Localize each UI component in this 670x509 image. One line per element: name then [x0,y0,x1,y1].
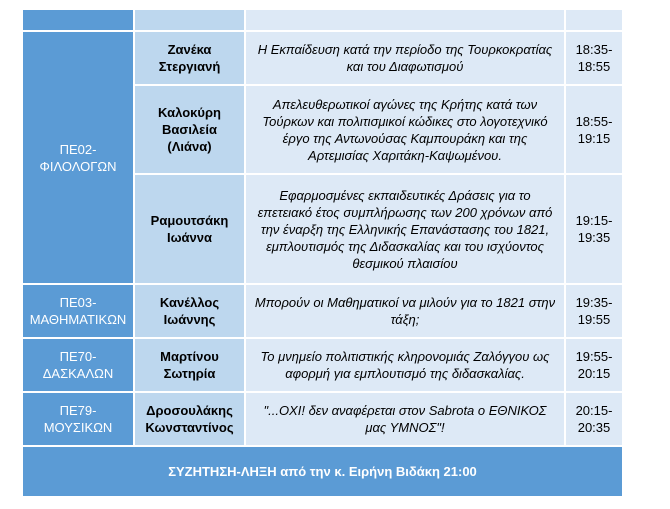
time-slot [565,85,623,174]
table-row [22,31,623,85]
time-slot [565,174,623,284]
table-row [22,9,623,31]
speaker-name-line: Ραμουτσάκη [150,213,229,228]
time-end: 20:15 [577,366,611,381]
speaker-name [134,85,245,174]
time-slot [565,284,623,338]
table-row [22,284,623,338]
speaker-name [134,174,245,284]
group-label-line: ΜΑΘΗΜΑΤΙΚΩΝ [29,312,127,327]
time-end: 20:35 [577,420,611,435]
group-cell-teachers [22,338,134,392]
speaker-name-line: Ιωάννης [163,312,216,327]
group-label-line: ΜΟΥΣΙΚΩΝ [43,420,113,435]
talk-topic: Το μνημείο πολιτιστικής κληρονομιάς Ζαλόγγου ως αφορμή για εμπλουτισμό της διδασκαλίας. [245,338,565,392]
time-start: 19:15- [575,213,613,228]
speaker-name-line: Στεργιανή [158,59,221,74]
time-end: 18:55 [577,59,611,74]
schedule-table [21,8,624,498]
group-label-line: ΦΙΛΟΛΟΓΩΝ [39,158,117,174]
speaker-name-line: Σωτηρία [163,366,216,381]
time-cell [565,9,623,31]
group-cell [22,9,134,31]
group-label-line: ΔΑΣΚΑΛΩΝ [42,366,114,381]
time-start: 18:35- [575,42,613,57]
speaker-name-line: Ζανέκα [167,42,212,57]
speaker-name-line: (Λιάνα) [167,139,212,154]
group-label-line: ΠΕ79- [59,403,97,418]
topic-cell [245,9,565,31]
speaker-name-line: Δροσουλάκης [146,403,233,418]
speaker-name [134,392,245,446]
table-row [22,392,623,446]
talk-topic: Εφαρμοσμένες εκπαιδευτικές Δράσεις για το επετειακό έτος συμπλήρωσης των 200 χρόνων από την έναρξη της Ελληνικής Επανάστασης του 1821, εμπλουτισμός της Διδασκαλίας και του ισχύοντος θεσμικού πλαισίου [245,174,565,284]
speaker-name [134,31,245,85]
time-start: 19:55- [575,349,613,364]
time-start: 18:55- [575,113,613,129]
group-label-line: ΠΕ03- [59,295,97,310]
time-start: 19:35- [575,295,613,310]
time-slot [565,338,623,392]
speaker-name-line: Κανέλλος [159,295,220,310]
group-cell-musicians [22,392,134,446]
speaker-name-line: Μαρτίνου [160,349,219,364]
group-label-line: ΠΕ70- [59,349,97,364]
speaker-name-line: Κωνσταντίνος [145,420,234,435]
speaker-name-line: Ιωάννα [166,230,213,245]
group-label-line: ΠΕ02- [59,141,97,157]
time-slot [565,31,623,85]
talk-topic: Απελευθερωτικοί αγώνες της Κρήτης κατά των Τούρκων και πολιτισμικοί κώδικες στο λογοτεχνικό έργο της Αντωνούσας Καμπουράκη και της Αρτεμισίας Χαριτάκη-Καψωμένου. [245,85,565,174]
time-end: 19:55 [577,312,611,327]
talk-topic: Μπορούν οι Μαθηματικοί να μιλούν για το 1821 στην τάξη; [245,284,565,338]
group-cell-mathematicians [22,284,134,338]
time-end: 19:15 [577,130,611,146]
speaker-name [134,338,245,392]
talk-topic: "...ΟΧΙ! δεν αναφέρεται στον Sabrota ο ΕΘΝΙΚΟΣ μας ΥΜΝΟΣ"! [245,392,565,446]
talk-topic: Η Εκπαίδευση κατά την περίοδο της Τουρκοκρατίας και του Διαφωτισμού [245,31,565,85]
table-row-footer [22,446,623,497]
time-slot [565,392,623,446]
closing-session-note: ΣΥΖΗΤΗΣΗ-ΛΗΞΗ από την κ. Ειρήνη Βιδάκη 21:00 [22,446,623,497]
speaker-name-line: Καλοκύρη [158,105,221,120]
speaker-name [134,284,245,338]
time-start: 20:15- [575,403,613,418]
name-cell [134,9,245,31]
table-row [22,338,623,392]
group-cell-philologists [22,31,134,284]
speaker-name-line: Βασιλεία [162,122,217,137]
time-end: 19:35 [577,230,611,245]
